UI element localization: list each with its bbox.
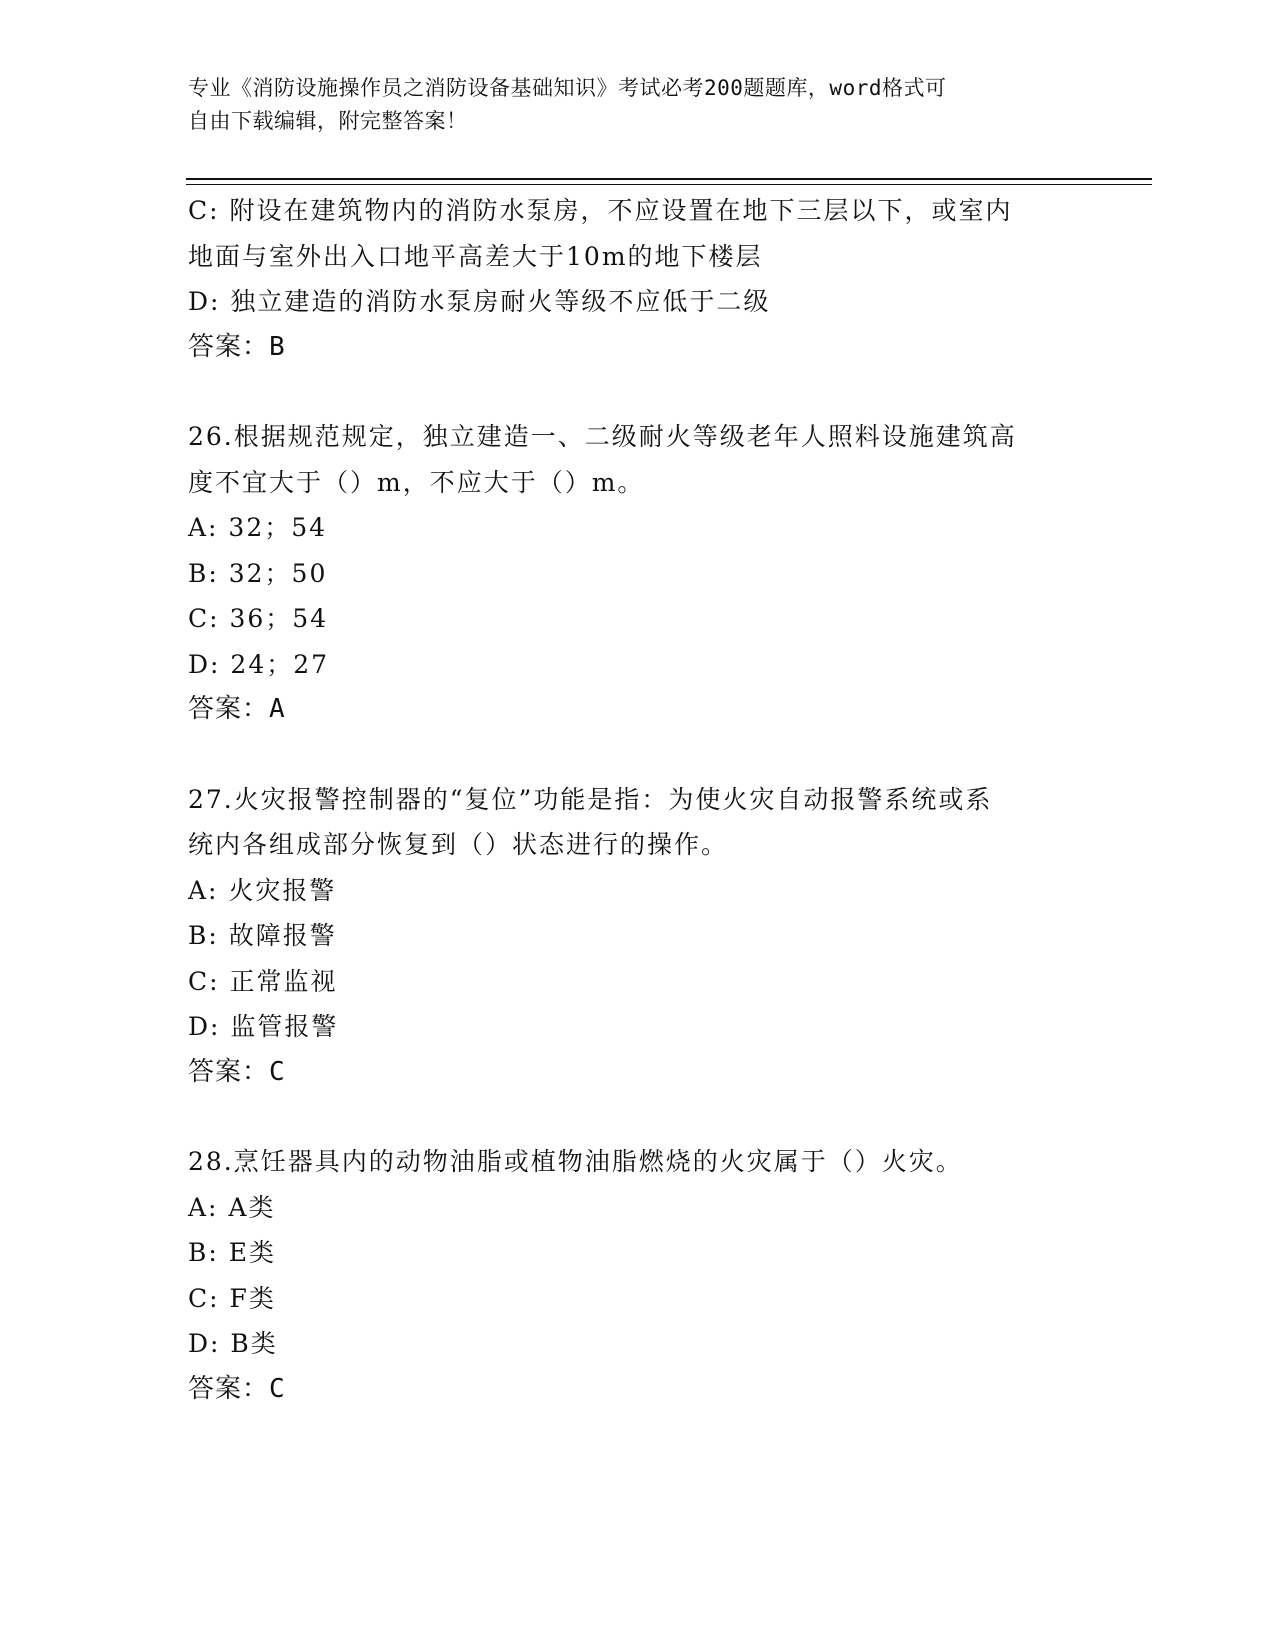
option-c: C: 附设在建筑物内的消防水泵房，不应设置在地下三层以下，或室内 [188,196,1013,225]
option-d: D: 独立建造的消防水泵房耐火等级不应低于二级 [188,287,771,316]
option-c: C: 正常监视 [188,966,338,996]
document-header [188,72,1068,138]
question-stem-continued: 度不宜大于（）m，不应大于（）m。 [188,467,645,497]
option-b: B: E类 [188,1238,276,1267]
spacer [188,1095,1088,1139]
header-line-2: 自由下载编辑，附完整答案！ [188,109,468,133]
answer-line: 答案：B [188,331,286,362]
option-c: C: F类 [188,1283,276,1313]
question-stem: 26.根据规范规定，独立建造一、二级耐火等级老年人照料设施建筑高 [188,422,1017,451]
header-line-1: 专业《消防设施操作员之消防设备基础知识》考试必考200题题库，word格式可 [188,76,947,100]
option-d: D: B类 [188,1329,278,1358]
option-d: D: 24；27 [188,649,330,679]
option-b: B: 故障报警 [188,921,337,950]
question-27 [188,777,1088,1096]
document-body [188,188,1088,1412]
question-stem-continued: 统内各组成部分恢复到（）状态进行的操作。 [188,830,729,859]
option-c-continued: 地面与室外出入口地平高差大于10m的地下楼层 [188,241,763,271]
question-stem: 27.火灾报警控制器的“复位”功能是指：为使火灾自动报警系统或系 [188,784,993,814]
option-a: A: 火灾报警 [188,875,337,905]
option-a: A: A类 [188,1192,276,1222]
header-divider-thick [186,178,1152,180]
header-divider-thin [186,184,1152,185]
question-stem: 28.烹饪器具内的动物油脂或植物油脂燃烧的火灾属于（）火灾。 [188,1147,963,1176]
option-d: D: 监管报警 [188,1012,339,1041]
option-b: B: 32；50 [188,558,328,588]
spacer [188,370,1088,414]
spacer [188,733,1088,777]
answer-line: 答案：C [188,1056,286,1087]
answer-line: 答案：A [188,694,286,724]
option-a: A: 32；54 [188,513,328,542]
question-28 [188,1139,1088,1412]
option-c: C: 36；54 [188,604,329,633]
question-26 [188,414,1088,733]
question-25-continued [188,188,1088,370]
answer-line: 答案：C [188,1373,286,1404]
